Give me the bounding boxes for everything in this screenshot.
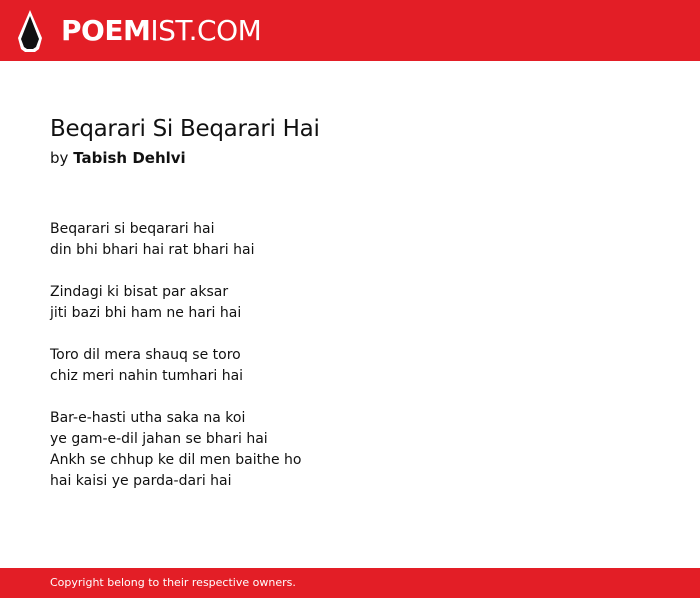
poem-line: hai kaisi ye parda-dari hai xyxy=(50,473,232,489)
stanza xyxy=(50,408,650,492)
logo-light-part: IST.COM xyxy=(150,14,262,47)
poem-line: Ankh se chhup ke dil men baithe ho xyxy=(50,452,302,468)
poem-line: Toro dil mera shauq se toro xyxy=(50,347,241,363)
site-footer xyxy=(0,568,700,598)
copyright-text: Copyright belong to their respective owners. xyxy=(50,576,296,589)
poem-line: chiz meri nahin tumhari hai xyxy=(50,368,244,384)
pencil-icon xyxy=(17,9,43,53)
poem-line: Beqarari si beqarari hai xyxy=(50,221,215,237)
site-logo-link[interactable] xyxy=(17,9,261,53)
site-header xyxy=(0,0,700,61)
stanza xyxy=(50,345,650,387)
poem-line: Zindagi ki bisat par aksar xyxy=(50,284,229,300)
poem-line: ye gam-e-dil jahan se bhari hai xyxy=(50,431,268,447)
poem-title: Beqarari Si Beqarari Hai xyxy=(50,116,320,142)
poem-body xyxy=(50,219,650,492)
poem-line: din bhi bhari hai rat bhari hai xyxy=(50,242,255,258)
poem-byline xyxy=(50,149,186,167)
site-logo-text xyxy=(61,9,261,53)
logo-bold-part: POEM xyxy=(61,14,151,47)
poem-line: jiti bazi bhi ham ne hari hai xyxy=(50,305,242,321)
stanza xyxy=(50,282,650,324)
byline-prefix: by xyxy=(50,149,69,167)
poem-line: Bar-e-hasti utha saka na koi xyxy=(50,410,246,426)
stanza xyxy=(50,219,650,261)
author-name: Tabish Dehlvi xyxy=(73,149,186,167)
